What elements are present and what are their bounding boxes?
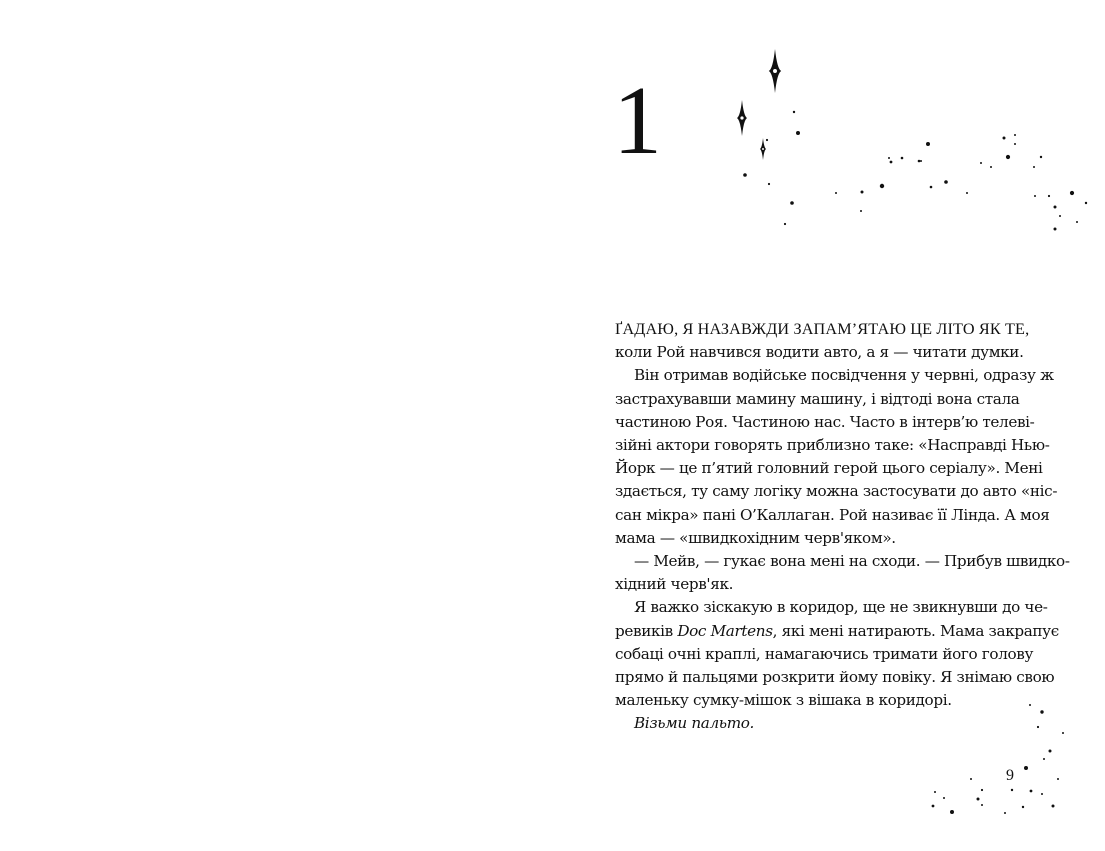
paragraph-lines [615,643,1055,713]
brand-name-italic: Doc Martens [677,621,773,640]
text-line: сан мікра» пані О’Каллаган. Рой називає її Лінда. А моя [615,505,1050,524]
text-line: Я важко зіскакую в коридор, ще не звикнувши до че- [634,598,1048,617]
text-line: мама — «швидкохідним черв'яком». [615,528,896,547]
paragraph-lines [615,341,1070,619]
chapter-body-text [615,318,1070,736]
text-line: здається, ту саму логіку можна застосувати до авто «ніс- [615,482,1058,501]
text-line: зійні актори говорять приблизно таке: «Насправді Нью- [615,436,1050,455]
text-line: коли Рой навчився водити авто, а я — читати думки. [615,343,1024,362]
chapter-number: 1 [613,67,662,175]
text-line: ревиків Doc Martens, які мені натирають. Мама закрапує [615,621,1059,640]
text-line: собаці очні краплі, намагаючись тримати його голову [615,644,1034,663]
text-line: застрахувавши мамину машину, і відтоді вона стала [615,389,1020,408]
text-line: хідний черв'як. [615,575,734,594]
closing-italic-line: Візьми пальто. [634,714,755,733]
text-line: маленьку сумку-мішок з вішака в коридорі. [615,691,952,710]
text-line: частиною Роя. Частиною нас. Часто в інтерв’ю телеві- [615,412,1035,431]
text-line: Він отримав водійське посвідчення у червні, одразу ж [634,366,1054,385]
text-line: — Мейв, — гукає вона мені на сходи. — Прибув швидко- [634,552,1070,571]
text-line: прямо й пальцями розкрити йому повіку. Я знімаю свою [615,668,1055,687]
page-number: 9 [1006,767,1014,784]
opening-line-small-caps: ҐАДАЮ, Я НАЗАВЖДИ ЗАПАМ’ЯТАЮ ЦЕ ЛІТО ЯК ТЕ, [615,320,1030,338]
text-line: Йорк — це п’ятий головний герой цього серіалу». Мені [615,459,1043,478]
